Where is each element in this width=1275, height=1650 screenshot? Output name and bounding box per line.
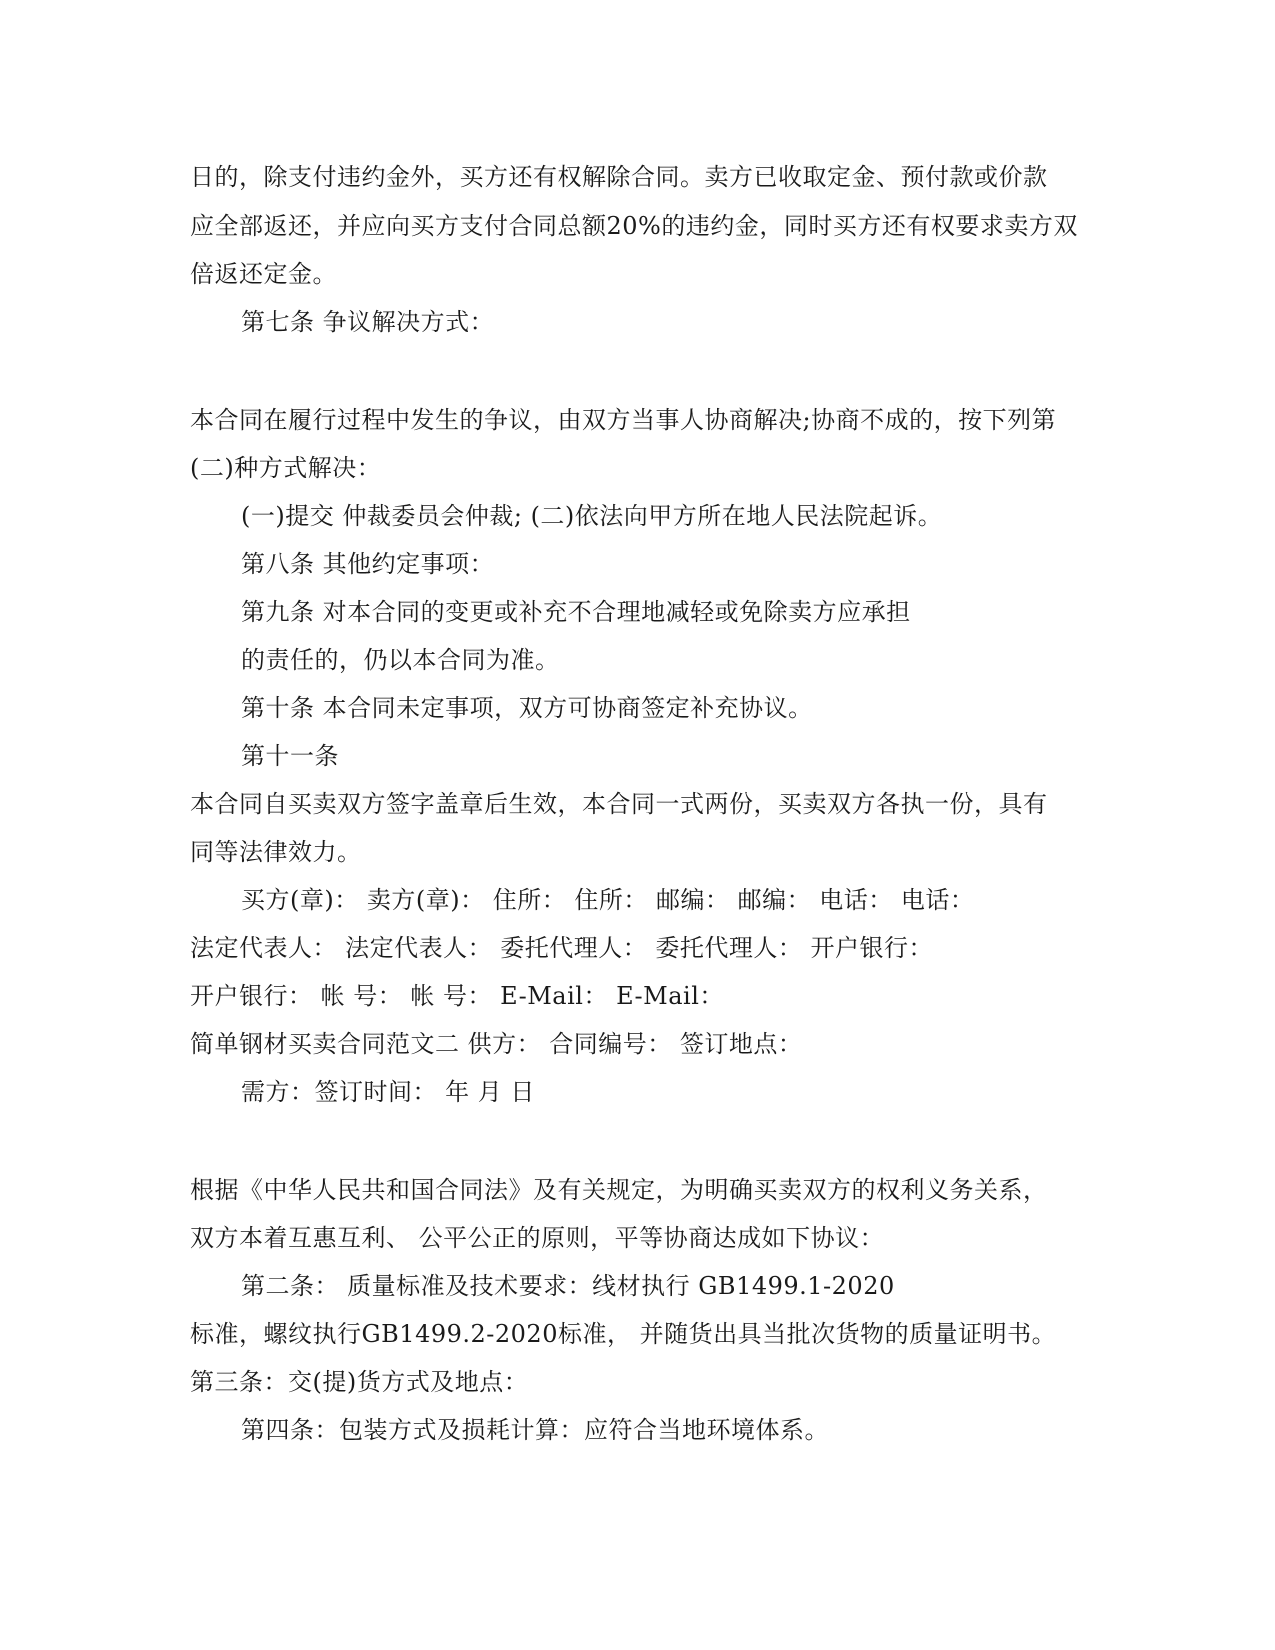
paragraph-line: (一)提交 仲裁委员会仲裁; (二)依法向甲方所在地人民法院起诉。 (241, 502, 943, 530)
article-heading: 第九条 对本合同的变更或补充不合理地减轻或免除卖方应承担 (241, 598, 911, 626)
paragraph-line: 倍返还定金。 (190, 260, 337, 288)
paragraph-line: 根据《中华人民共和国合同法》及有关规定，为明确买卖双方的权利义务关系， (190, 1176, 1048, 1204)
signature-fields: 法定代表人： 法定代表人： 委托代理人： 委托代理人： 开户银行： (190, 934, 934, 962)
article-heading: 第八条 其他约定事项： (241, 550, 495, 578)
article-heading: 第七条 争议解决方式： (241, 308, 495, 336)
article-heading: 第四条：包装方式及损耗计算：应符合当地环境体系。 (241, 1416, 829, 1444)
article-heading: 第三条：交(提)货方式及地点： (190, 1368, 529, 1396)
paragraph-line: 日的，除支付违约金外，买方还有权解除合同。卖方已收取定金、预付款或价款 (190, 163, 1048, 191)
signature-fields: 买方(章)： 卖方(章)： 住所： 住所： 邮编： 邮编： 电话： 电话： (241, 886, 975, 914)
paragraph-line: 同等法律效力。 (190, 838, 362, 866)
contract-header-fields: 简单钢材买卖合同范文二 供方： 合同编号： 签订地点： (190, 1030, 803, 1058)
signature-fields: 开户银行： 帐 号： 帐 号： E-Mail： E-Mail： (190, 982, 724, 1010)
article-heading: 第十一条 (241, 742, 339, 770)
paragraph-line: 的责任的，仍以本合同为准。 (241, 646, 560, 674)
paragraph-line: 应全部返还，并应向买方支付合同总额20%的违约金，同时买方还有权要求卖方双 (190, 212, 1078, 240)
article-heading: 第二条： 质量标准及技术要求：线材执行 GB1499.1-2020 (241, 1272, 895, 1300)
contract-header-fields: 需方：签订时间： 年 月 日 (241, 1078, 535, 1106)
article-heading: 第十条 本合同未定事项，双方可协商签定补充协议。 (241, 694, 813, 722)
paragraph-line: (二)种方式解决： (190, 454, 382, 482)
paragraph-line: 标准，螺纹执行GB1499.2-2020标准， 并随货出具当批次货物的质量证明书。 (190, 1320, 1057, 1348)
paragraph-line: 本合同自买卖双方签字盖章后生效，本合同一式两份，买卖双方各执一份，具有 (190, 790, 1048, 818)
paragraph-line: 双方本着互惠互利、 公平公正的原则，平等协商达成如下协议： (190, 1224, 885, 1252)
paragraph-line: 本合同在履行过程中发生的争议，由双方当事人协商解决;协商不成的，按下列第 (190, 406, 1057, 434)
